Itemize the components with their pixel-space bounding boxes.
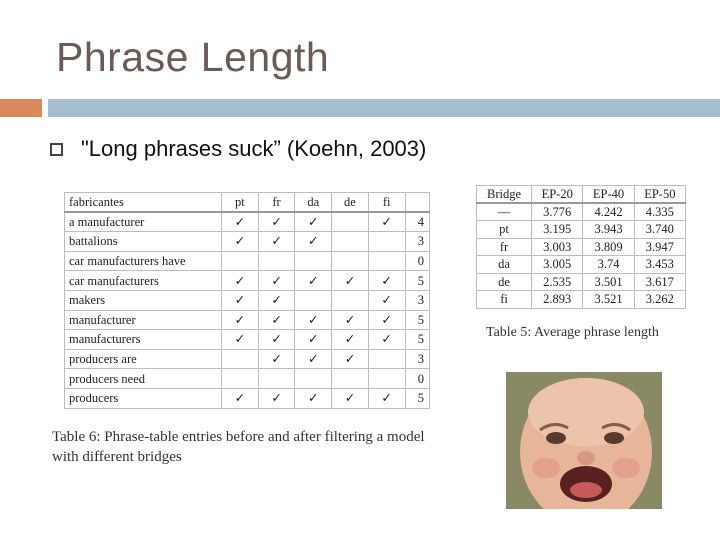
checkmark-cell (368, 369, 405, 389)
table-cell: 3.809 (583, 238, 634, 256)
table-cell: 3.195 (532, 221, 583, 239)
bullet-item (50, 134, 426, 164)
table-header-cell: EP-40 (583, 186, 634, 204)
table-row (65, 251, 430, 271)
table-cell-word: producers (65, 388, 222, 408)
table-header-row (65, 193, 430, 213)
checkmark-cell: ✓ (222, 212, 259, 232)
table-cell: 2.535 (532, 273, 583, 291)
checkmark-cell (332, 290, 369, 310)
checkmark-cell: ✓ (295, 330, 332, 350)
table-cell: 4.242 (583, 203, 634, 221)
checkmark-cell (332, 232, 369, 252)
table-row (65, 290, 430, 310)
table-6 (64, 192, 430, 409)
table-row (477, 238, 686, 256)
table-cell: fr (477, 238, 532, 256)
checkmark-cell: ✓ (222, 290, 259, 310)
table-cell: 3.947 (634, 238, 685, 256)
table-cell-word: car manufacturers have (65, 251, 222, 271)
checkmark-cell: ✓ (295, 212, 332, 232)
checkmark-cell: ✓ (258, 290, 295, 310)
table-header-cell: fi (368, 193, 405, 213)
checkmark-cell: ✓ (295, 310, 332, 330)
checkmark-cell (332, 251, 369, 271)
table-cell-word: manufacturers (65, 330, 222, 350)
checkmark-cell: ✓ (258, 232, 295, 252)
table-6-caption: Table 6: Phrase-table entries before and after filtering a model with different bridges (52, 429, 425, 465)
table-row (477, 203, 686, 221)
checkmark-cell (295, 369, 332, 389)
checkmark-cell (332, 212, 369, 232)
checkmark-cell: ✓ (258, 212, 295, 232)
table-cell-word: a manufacturer (65, 212, 222, 232)
table-cell: fi (477, 291, 532, 309)
checkmark-cell (368, 349, 405, 369)
table-header-cell: pt (222, 193, 259, 213)
table-row (477, 273, 686, 291)
table-cell: 2.893 (532, 291, 583, 309)
table-cell: 3.003 (532, 238, 583, 256)
table-cell-count: 4 (405, 212, 429, 232)
checkmark-cell: ✓ (295, 271, 332, 291)
checkmark-cell: ✓ (258, 349, 295, 369)
table-cell: 3.943 (583, 221, 634, 239)
table-cell-word: makers (65, 290, 222, 310)
table-cell: de (477, 273, 532, 291)
table-row (477, 221, 686, 239)
checkmark-cell (222, 349, 259, 369)
checkmark-cell: ✓ (258, 310, 295, 330)
table-cell: 3.776 (532, 203, 583, 221)
table-row (65, 271, 430, 291)
table-cell: 3.262 (634, 291, 685, 309)
table-header-cell: Bridge (477, 186, 532, 204)
checkmark-cell (222, 251, 259, 271)
table-cell-word: producers are (65, 349, 222, 369)
table-header-cell: EP-50 (634, 186, 685, 204)
checkmark-cell: ✓ (258, 388, 295, 408)
crying-baby-photo (506, 372, 662, 509)
table-cell-word: manufacturer (65, 310, 222, 330)
checkmark-cell (295, 290, 332, 310)
table-cell-count: 5 (405, 271, 429, 291)
checkmark-cell (258, 251, 295, 271)
checkmark-cell: ✓ (295, 349, 332, 369)
table-row (65, 349, 430, 369)
checkmark-cell: ✓ (222, 271, 259, 291)
table-cell: 3.74 (583, 256, 634, 274)
table-5 (476, 185, 686, 309)
table-header-cell: da (295, 193, 332, 213)
checkmark-cell: ✓ (368, 330, 405, 350)
checkmark-cell: ✓ (332, 310, 369, 330)
table-row (65, 310, 430, 330)
checkmark-cell (222, 369, 259, 389)
accent-bar-orange (0, 99, 42, 117)
table-row (65, 212, 430, 232)
checkmark-cell: ✓ (222, 330, 259, 350)
table-cell-count: 0 (405, 369, 429, 389)
table-row (477, 291, 686, 309)
table-cell: — (477, 203, 532, 221)
checkmark-cell: ✓ (222, 388, 259, 408)
accent-bar-blue (48, 99, 720, 117)
table-row (65, 388, 430, 408)
checkmark-cell: ✓ (332, 330, 369, 350)
table-cell-count: 5 (405, 388, 429, 408)
checkmark-cell: ✓ (222, 310, 259, 330)
checkmark-cell: ✓ (368, 388, 405, 408)
table-cell-count: 0 (405, 251, 429, 271)
table-row (65, 330, 430, 350)
table-header-cell: EP-20 (532, 186, 583, 204)
table-row (477, 256, 686, 274)
checkmark-cell: ✓ (332, 388, 369, 408)
table-cell-count: 3 (405, 232, 429, 252)
table-cell-count: 5 (405, 330, 429, 350)
checkmark-cell: ✓ (332, 349, 369, 369)
table-cell: 3.453 (634, 256, 685, 274)
checkmark-cell: ✓ (295, 388, 332, 408)
table-cell-word: car manufacturers (65, 271, 222, 291)
table-cell: 4.335 (634, 203, 685, 221)
square-bullet-icon (50, 143, 63, 156)
table-cell: pt (477, 221, 532, 239)
table-cell: 3.005 (532, 256, 583, 274)
table-cell: 3.501 (583, 273, 634, 291)
checkmark-cell (258, 369, 295, 389)
checkmark-cell: ✓ (368, 290, 405, 310)
table-cell-count: 3 (405, 290, 429, 310)
table-row (65, 369, 430, 389)
checkmark-cell: ✓ (222, 232, 259, 252)
table-cell-word: battalions (65, 232, 222, 252)
table-row (65, 232, 430, 252)
checkmark-cell: ✓ (258, 271, 295, 291)
table-header-cell: fabricantes (65, 193, 222, 213)
checkmark-cell: ✓ (368, 271, 405, 291)
table-cell: 3.740 (634, 221, 685, 239)
checkmark-cell (295, 251, 332, 271)
table-5-caption: Table 5: Average phrase length (486, 325, 659, 340)
bullet-text: "Long phrases suck” (Koehn, 2003) (81, 136, 427, 161)
table-cell: da (477, 256, 532, 274)
table-cell: 3.521 (583, 291, 634, 309)
checkmark-cell: ✓ (258, 330, 295, 350)
checkmark-cell: ✓ (332, 271, 369, 291)
table-cell-count: 3 (405, 349, 429, 369)
checkmark-cell (368, 251, 405, 271)
checkmark-cell (368, 232, 405, 252)
table-header-row (477, 186, 686, 204)
table-header-cell: de (332, 193, 369, 213)
slide-title: Phrase Length (56, 34, 330, 80)
checkmark-cell: ✓ (368, 212, 405, 232)
table-cell: 3.617 (634, 273, 685, 291)
checkmark-cell: ✓ (368, 310, 405, 330)
table-header-cell: fr (258, 193, 295, 213)
table-cell-word: producers need (65, 369, 222, 389)
table-cell-count: 5 (405, 310, 429, 330)
table-header-cell (405, 193, 429, 213)
checkmark-cell: ✓ (295, 232, 332, 252)
checkmark-cell (332, 369, 369, 389)
